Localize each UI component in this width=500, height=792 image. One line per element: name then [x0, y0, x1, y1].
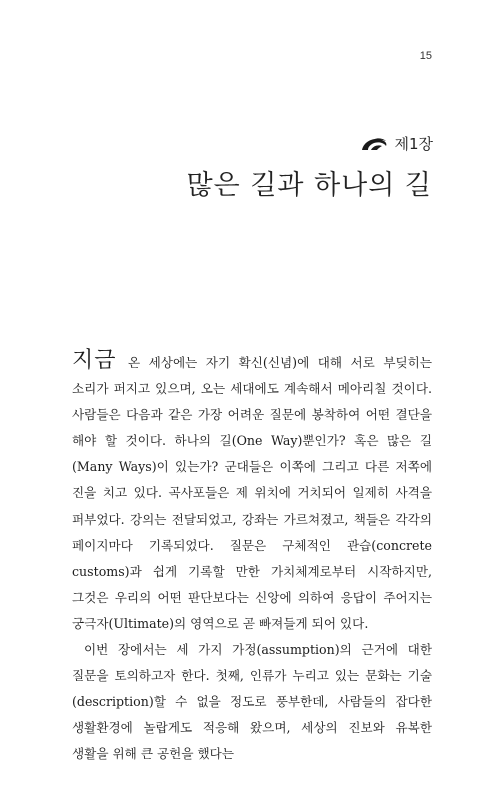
chapter-header — [360, 133, 433, 154]
paragraph-1-text: 온 세상에는 자기 확신(신념)에 대해 서로 부딪히는 소리가 퍼지고 있으며, 오는 세대에도 계속해서 메아리칠 것이다. 사람들은 다음과 같은 가장 어려운 질문에 봉착하여 어떤 결단을 해야 할 것이다. 하나의 길(One Way)뿐인가? 혹은 많은 길(Many Ways)이 있는가? 군대들은 이쪽에 그리고 다른 저쪽에 진을 치고 있다. 곡사포들은 제 위치에 거치되어 일제히 사격을 퍼부었다. 강의는 전달되었고, 강좌는 가르쳐졌고, 책들은 각각의 페이지마다 기록되었다. 질문은 구체적인 관습(concrete customs)과 쉽게 기록할 만한 가치체계로부터 시작하지만, 그것은 우리의 어떤 판단보다는 신앙에 의하여 응답이 주어지는 궁극자(Ultimate)의 영역으로 곧 빠져들게 되어 있다. — [72, 355, 432, 631]
page-number: 15 — [419, 50, 432, 62]
paragraph-2: 이번 장에서는 세 가지 가정(assumption)의 근거에 대한 질문을 토의하고자 한다. 첫째, 인류가 누리고 있는 문화는 기술(description)할 수 없을 정도로 풍부한데, 사람들의 잡다한 생활환경에 놀랍게도 적응해 왔으며, 세상의 진보와 유복한 생활을 위해 큰 공헌을 했다는 — [72, 642, 432, 762]
chapter-title: 많은 길과 하나의 길 — [186, 170, 432, 201]
chapter-label: 제1장 — [394, 135, 433, 153]
wave-swirl-icon — [360, 136, 388, 152]
lead-word: 지금 — [72, 348, 117, 373]
body-text — [72, 350, 432, 768]
paragraph-1 — [72, 350, 432, 637]
